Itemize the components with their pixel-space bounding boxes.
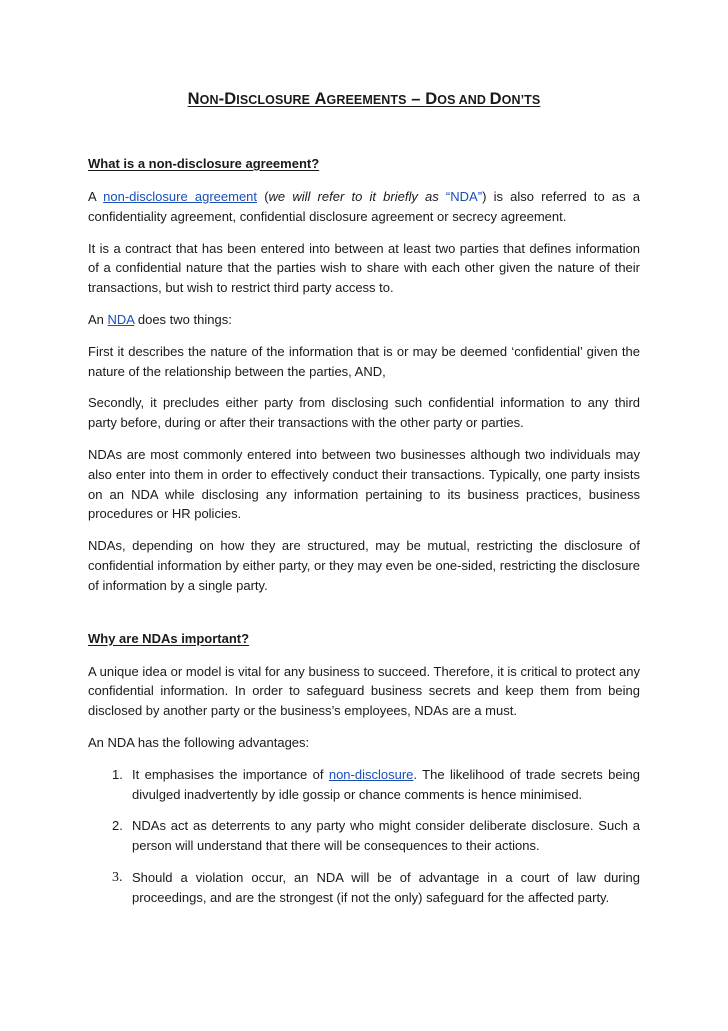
- paragraph: First it describes the nature of the information that is or may be deemed ‘confidential’ given the nature of the relationship between the parties, AND,: [88, 343, 640, 379]
- section-heading-why-important: Why are NDAs important?: [88, 630, 250, 646]
- section-spacer: [88, 608, 640, 630]
- paragraph: NDAs, depending on how they are structured, may be mutual, restricting the disclosure of confidential information by either party, or they may even be one-sided, restricting the disclosure of information by a single party.: [88, 538, 640, 593]
- advantages-list: [88, 765, 640, 908]
- non-disclosure-link[interactable]: non-disclosure: [328, 766, 414, 782]
- page-title: NON-DISCLOSURE AGREEMENTS – DOS AND DON’TS: [187, 90, 541, 108]
- paragraph: Secondly, it precludes either party from disclosing such confidential information to any third party before, during or after their transactions with the other party or parties.: [88, 395, 640, 431]
- list-item: 2. NDAs act as deterrents to any party who might consider deliberate disclosure. Such a person will understand that there will be consequences to their actions.: [112, 818, 640, 854]
- list-item: 3. Should a violation occur, an NDA will be of advantage in a court of law during proceedings, and are the strongest (if not the only) safeguard for the affected party.: [112, 869, 640, 905]
- non-disclosure-agreement-link[interactable]: non-disclosure agreement: [103, 189, 258, 204]
- paragraph: An NDA does two things:: [88, 311, 232, 327]
- paragraph: NDAs are most commonly entered into between two businesses although two individuals may also enter into them in order to effectively conduct their transactions. Typically, one party insists on an NDA while disclosing any information pertaining to its business practices, business procedures or HR policies.: [88, 446, 640, 522]
- document-page: [88, 0, 640, 920]
- nda-link[interactable]: NDA: [107, 311, 135, 327]
- section-heading-what-is-nda: What is a non-disclosure agreement?: [88, 156, 320, 171]
- paragraph: An NDA has the following advantages:: [88, 734, 310, 750]
- paragraph: A unique idea or model is vital for any business to succeed. Therefore, it is critical to protect any confidential information. In order to safeguard business secrets and keep them from being disclosed by another party or the business’s employees, NDAs are a must.: [88, 663, 640, 719]
- paragraph: A non-disclosure agreement (we will refer to it briefly as “NDA”) is also referred to as a confidentiality agreement, confidential disclosure agreement or secrecy agreement.: [88, 189, 641, 224]
- paragraph: It is a contract that has been entered into between at least two parties that defines information of a confidential nature that the parties wish to share with each other given the nature of their transactions, but wish to restrict third party access to.: [88, 240, 640, 296]
- list-item: 1. It emphasises the importance of non-disclosure. The likelihood of trade secrets being divulged inadvertently by idle gossip or chance comments is hence minimised.: [112, 766, 640, 802]
